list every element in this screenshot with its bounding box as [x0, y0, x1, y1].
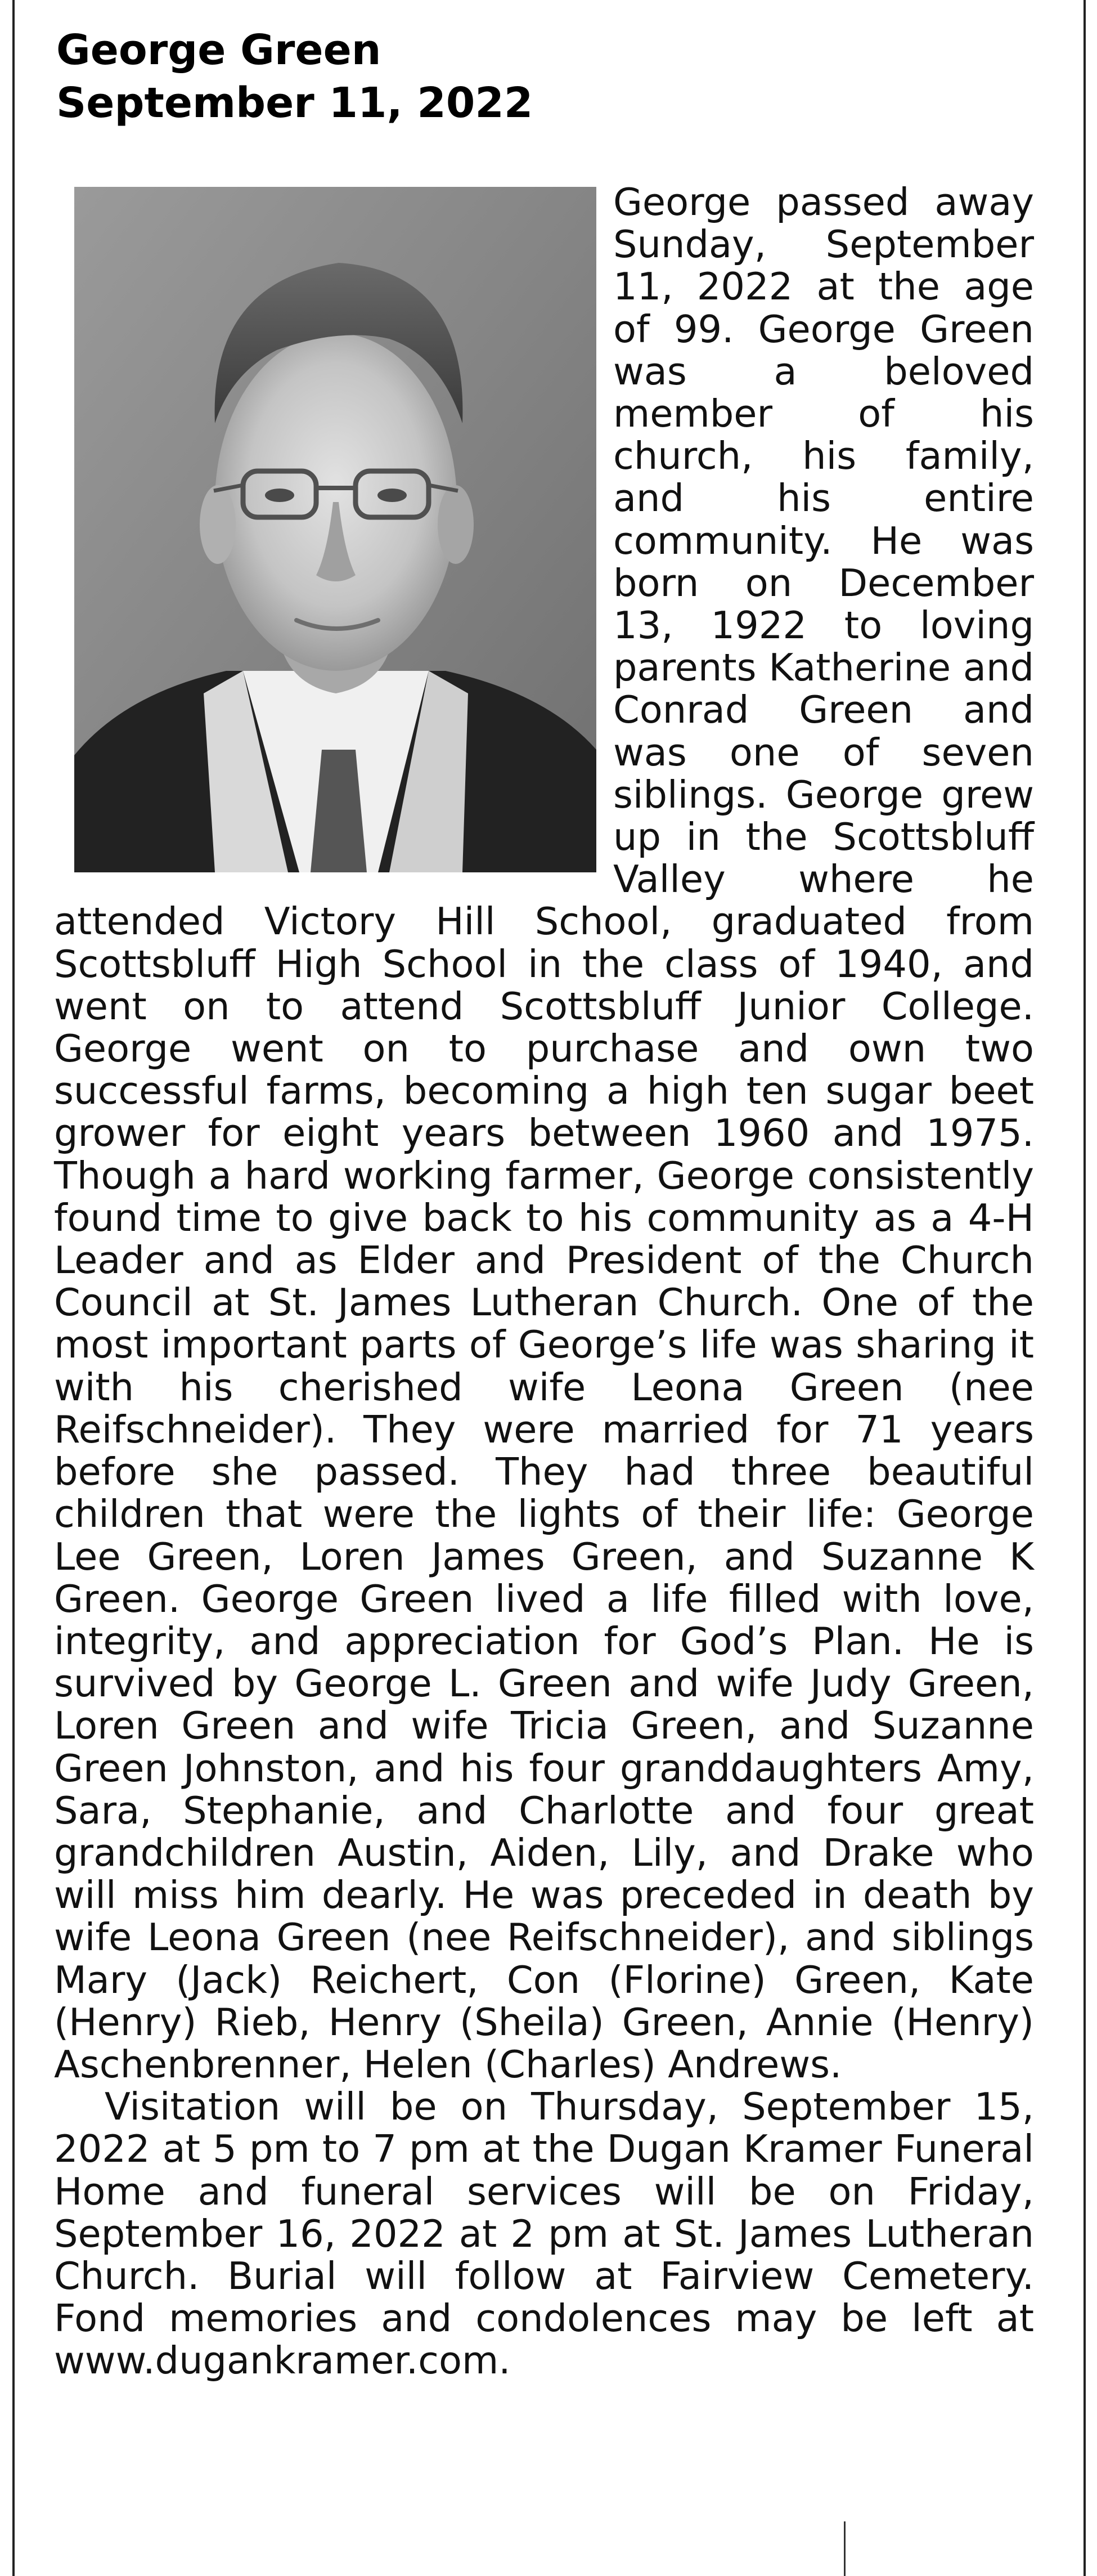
- right-column-rule: [1083, 0, 1086, 2576]
- date-of-death: September 11, 2022: [56, 79, 533, 127]
- services-paragraph: Visitation will be on Thursday, September 15, 2022 at 5 pm to 7 pm at the Dugan Kramer Funeral Home and funeral services will be on Friday, September 16, 2022 at 2 pm at St. James Lutheran Church. Burial will follow at Fairview Cemetery. Fond memories and condolences may be left at www.dugankramer.com.: [54, 2085, 1034, 2383]
- deceased-name: George Green: [56, 26, 381, 74]
- left-column-rule: [12, 0, 15, 2576]
- portrait-photo: [74, 187, 596, 872]
- column-end-rule: [844, 2521, 846, 2576]
- portrait-photo-icon: [74, 187, 596, 872]
- obituary-text: [54, 181, 1034, 2382]
- obituary-header: [56, 24, 1058, 129]
- life-story-paragraph: George passed away Sunday, September 11, 2022 at the age of 99. George Green was a beloved member of his church, his family, and his entire community. He was born on December 13, 1922 to loving parents Katherine and Conrad Green and was one of seven siblings. George grew up in the Scottsbluff Valley where he attended Victory Hill School, graduated from Scottsbluff High School in the class of 1940, and went on to attend Scottsbluff Junior College. George went on to purchase and own two successful farms, becoming a high ten sugar beet grower for eight years between 1960 and 1975. Though a hard working farmer, George consistently found time to give back to his community as a 4-H Leader and as Elder and President of the Church Council at St. James Lutheran Church. One of the most important parts of George’s life was sharing it with his cherished wife Leona Green (nee Reifschneider). They were married for 71 years before she passed. They had three beautiful children that were the lights of their life: George Lee Green, Loren James Green, and Suzanne K Green. George Green lived a life filled with love, integrity, and appreciation for God’s Plan. He is survived by George L. Green and wife Judy Green, Loren Green and wife Tricia Green, and Suzanne Green Johnston, and his four granddaughters Amy, Sara, Stephanie, and Charlotte and four great grandchildren Austin, Aiden, Lily, and Drake who will miss him dearly. He was preceded in death by wife Leona Green (nee Reifschneider), and siblings Mary (Jack) Reichert, Con (Florine) Green, Kate (Henry) Rieb, Henry (Sheila) Green, Annie (Henry) Aschenbrenner, Helen (Charles) Andrews.: [54, 180, 1034, 2086]
